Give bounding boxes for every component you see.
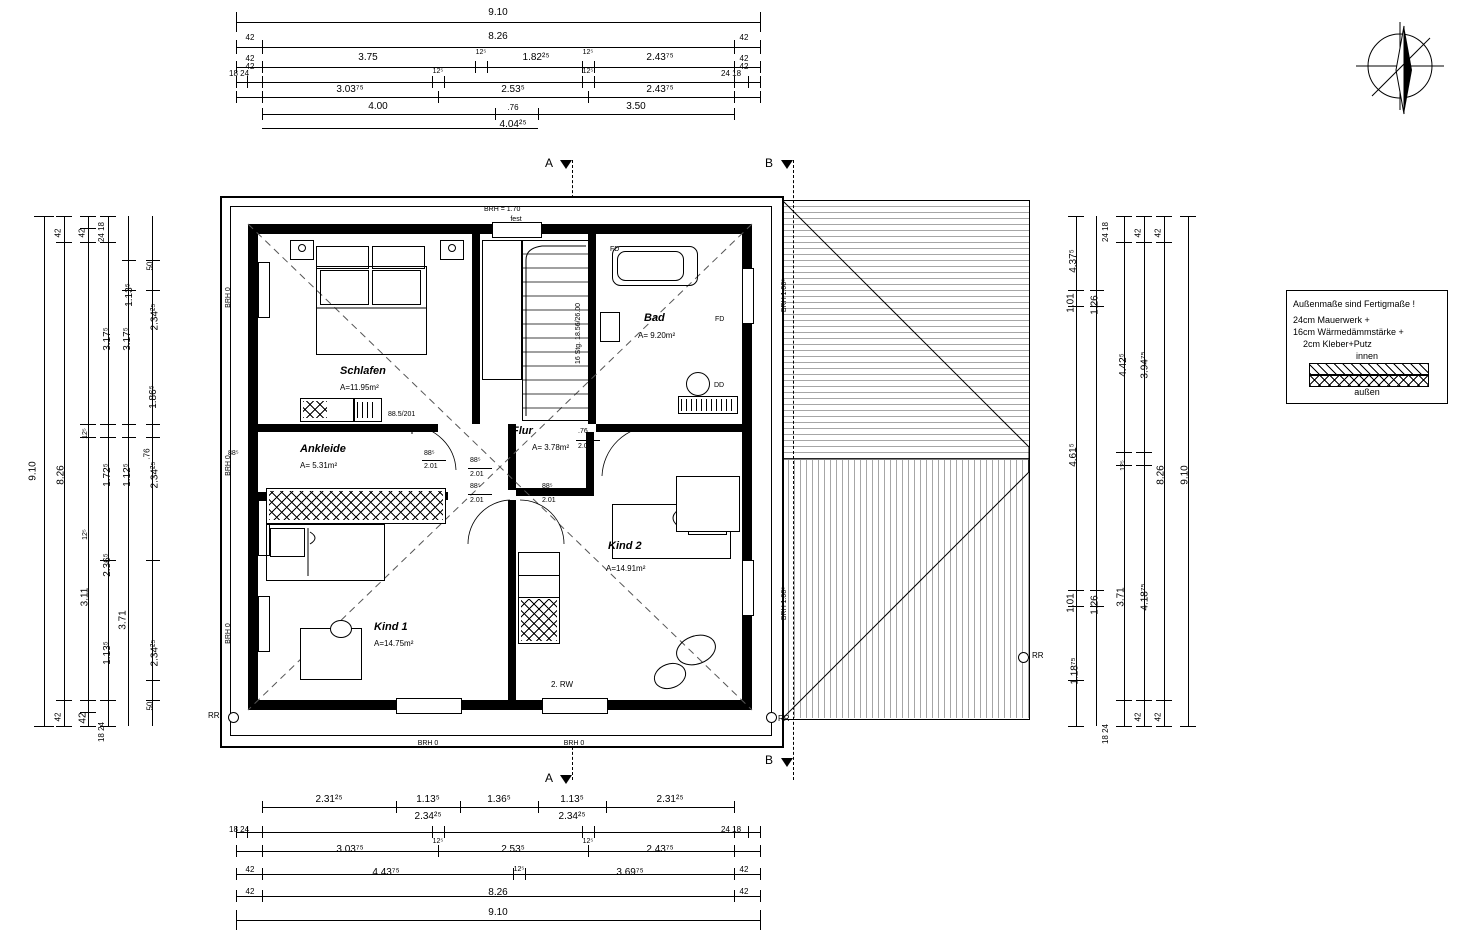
dim-label: 42 xyxy=(245,865,255,874)
dim-label: 8.26 xyxy=(55,465,67,485)
dim-label: 3.03⁷⁵ xyxy=(336,84,364,95)
dim-label: 4.42⁵ xyxy=(1117,353,1129,377)
wardrobe-kind2 xyxy=(518,552,560,644)
dim-label: 1.26 xyxy=(1089,295,1101,315)
door-dim-kind1-h: 2.01 xyxy=(470,497,484,504)
dim-label: 24 18 xyxy=(721,69,742,78)
dim-label: 42 xyxy=(53,712,63,722)
dim-label: 1.86⁵ xyxy=(147,385,159,409)
dim-label: 12⁵ xyxy=(475,49,487,56)
legend-line2: 24cm Mauerwerk + xyxy=(1293,315,1370,325)
room-label-flur: Flur xyxy=(512,425,533,437)
dim-label: 4.43⁷⁵ xyxy=(372,867,400,878)
sink xyxy=(686,372,710,396)
dim-label: 4.00 xyxy=(368,101,388,112)
dim-label: 42 xyxy=(739,54,749,63)
desk-kind1 xyxy=(300,628,362,680)
dim-label: 12⁵ xyxy=(432,838,444,845)
dim-label: 9.10 xyxy=(1179,465,1191,485)
dim-label: 2.34²⁵ xyxy=(149,639,161,667)
dim-label: 42 xyxy=(245,887,255,896)
dim-label: 42 xyxy=(739,865,749,874)
legend-inner-label: innen xyxy=(1355,351,1379,361)
table-kind2 xyxy=(650,630,730,696)
dim-label: 1.13⁵ xyxy=(416,794,440,805)
dim-label: 1.18⁷⁵ xyxy=(1069,657,1081,685)
dim-label: 3.94⁷⁵ xyxy=(1139,351,1151,379)
rr-right-label: RR xyxy=(778,714,790,723)
room-label-bad: Bad xyxy=(644,312,665,324)
dim-label: 2.43⁷⁵ xyxy=(646,84,674,95)
dim-label: 12⁵ xyxy=(582,68,594,75)
dim-label: 2.53⁵ xyxy=(501,84,525,95)
dim-label: 4.18⁷⁵ xyxy=(1139,583,1151,611)
dim-label: 3.03⁷⁵ xyxy=(336,844,364,855)
dim-label: 1.72⁵ xyxy=(101,463,113,487)
door-swing-kind1 xyxy=(466,498,512,548)
brh-bottom-left-label: BRH 0 xyxy=(417,740,439,747)
door-dim-flur-h: 2.01 xyxy=(578,443,592,450)
room-label-ankleide: Ankleide xyxy=(300,443,346,455)
door-dim-kind1-w: 88⁵ xyxy=(470,483,481,490)
toilet xyxy=(600,312,620,342)
dim-label: 1.01 xyxy=(1065,593,1077,613)
brh-top-label: BRH = 1.70 xyxy=(484,206,521,213)
stairs-label: 16 Stg. 18.56/26.00 xyxy=(575,302,583,365)
lamp-left xyxy=(298,244,306,252)
room-label-schlafen: Schlafen xyxy=(340,365,386,377)
dim-label: 1.12⁵ xyxy=(121,463,133,487)
shelf-schlafen xyxy=(354,398,382,422)
section-label: B xyxy=(765,156,774,170)
dim-label: 50 xyxy=(145,701,155,711)
dim-label: .76 xyxy=(142,448,152,460)
dim-label: 9.10 xyxy=(27,461,39,481)
dim-label: 2.43⁷⁵ xyxy=(646,52,674,63)
dim-label: 2.31²⁵ xyxy=(656,794,684,805)
dim-label: 1.82²⁵ xyxy=(522,52,550,63)
door-dim-flur-w: .76 xyxy=(578,428,588,435)
rw-label: 2. RW xyxy=(551,680,574,689)
dim-label: 3.71 xyxy=(1115,587,1127,607)
dim-label: 42 xyxy=(739,62,749,71)
dim-label: 3.69⁷⁵ xyxy=(616,867,644,878)
brh-bottom-right-label: BRH 0 xyxy=(563,740,585,747)
dim-label: 42 xyxy=(739,33,749,42)
room-area-bad: A= 9.20m² xyxy=(638,331,676,340)
dim-label: 3.17⁵ xyxy=(121,327,133,351)
dim-label: 42 xyxy=(1153,712,1163,722)
furniture-bed-kind1 xyxy=(266,524,386,584)
dim-label: 42 xyxy=(1153,228,1163,238)
legend-line4: 2cm Kleber+Putz xyxy=(1303,339,1372,349)
rr-left-symbol xyxy=(228,712,239,723)
room-area-schlafen: A=11.95m² xyxy=(340,383,379,392)
dim-label: 42 xyxy=(77,712,89,724)
room-label-kind1: Kind 1 xyxy=(374,621,408,633)
door-dim-bad-w: 88⁵ xyxy=(470,457,481,464)
fd-label-2: FD xyxy=(715,316,725,323)
dim-label: 1.13⁵ xyxy=(101,641,113,665)
dim-label: 3.50 xyxy=(626,101,646,112)
brh-left-lower-label: BRH 0 xyxy=(224,623,232,644)
legend-swatch-insulation xyxy=(1309,375,1429,387)
room-label-kind2: Kind 2 xyxy=(608,540,642,552)
compass-rose xyxy=(1352,18,1452,118)
dim-label: 1.13⁵ xyxy=(560,794,584,805)
dim-label: 4.37⁵ xyxy=(1067,249,1079,273)
legend-box xyxy=(1286,290,1448,404)
door-dim-ankleide-w2: 88⁵ xyxy=(424,450,435,457)
section-label: A xyxy=(545,156,554,170)
dim-label: 12⁵ xyxy=(582,838,594,845)
dim-label: 2.43⁷⁵ xyxy=(646,844,674,855)
luftraum-opening xyxy=(482,240,522,380)
dim-label: 2.34²⁵ xyxy=(149,303,161,331)
dim-label: 24 18 xyxy=(1101,221,1111,243)
bathtub xyxy=(612,246,698,286)
dim-label: 42 xyxy=(1133,228,1143,238)
door-dim-ankleide-w: 88⁵ xyxy=(228,450,239,457)
dim-label: 42 xyxy=(77,228,87,238)
roof-plan xyxy=(782,200,1044,720)
dim-label: 2.31²⁵ xyxy=(315,794,343,805)
dim-label: 50 xyxy=(145,261,155,271)
legend-outer-label: außen xyxy=(1354,387,1380,397)
room-area-flur: A= 3.78m² xyxy=(532,443,570,452)
brh-left-upper-label: BRH 0 xyxy=(224,287,232,308)
door-dim-kind2-h: 2.01 xyxy=(542,497,556,504)
dim-label: 9.10 xyxy=(488,7,508,18)
roof-drain xyxy=(1018,652,1029,663)
legend-line1: Außenmaße sind Fertigmaße ! xyxy=(1293,299,1416,309)
brh-right-lower-label: BRH 1.08⁵ xyxy=(781,586,789,621)
legend-swatch-masonry xyxy=(1309,363,1429,375)
dim-label: 42 xyxy=(245,54,255,63)
legend-line3: 16cm Wärmedämmstärke + xyxy=(1293,327,1404,337)
room-area-kind2: A=14.91m² xyxy=(606,564,646,573)
dim-label: 1.26 xyxy=(1089,595,1101,615)
dim-label: 8.26 xyxy=(488,31,508,42)
dim-label: 42 xyxy=(245,33,255,42)
shower xyxy=(676,476,740,532)
dim-label: 2.34²⁵ xyxy=(149,461,161,489)
door-dim-ankleide-h: 2.01 xyxy=(424,463,438,470)
dim-label: 9.10 xyxy=(488,907,508,918)
dim-label: .76 xyxy=(507,103,519,112)
rr-left-label: RR xyxy=(208,711,220,720)
dim-label: 3.11 xyxy=(79,587,91,607)
dim-label: 3.71 xyxy=(117,610,129,630)
room-area-ankleide: A= 5.31m² xyxy=(300,461,338,470)
dim-label: 4.04²⁵ xyxy=(499,119,527,130)
dim-label: 18 24 xyxy=(97,721,107,743)
rr-right-symbol xyxy=(766,712,777,723)
door-swing-kind2 xyxy=(518,498,566,548)
door-dim-bad-h: 2.01 xyxy=(470,471,484,478)
rr-label: RR xyxy=(1032,651,1044,660)
dim-label: 2.36⁵ xyxy=(101,553,113,577)
door-dim-kind2-w: 88⁵ xyxy=(542,483,553,490)
brh-left-mid-label: BRH 0 xyxy=(224,455,232,476)
dim-label: 18 24 xyxy=(229,825,250,834)
dim-label: 4.61⁵ xyxy=(1067,443,1079,467)
dim-label: 42 xyxy=(245,62,255,71)
dim-label: 1.13⁵ xyxy=(123,283,135,307)
dim-label: 18 24 xyxy=(1101,723,1111,745)
dim-label: 2.53⁵ xyxy=(501,844,525,855)
dim-label: 24 18 xyxy=(721,825,742,834)
wardrobe-ankleide xyxy=(266,488,446,524)
section-label: A xyxy=(545,771,554,785)
fest-label: fest xyxy=(510,216,522,223)
room-area-kind1: A=14.75m² xyxy=(374,639,414,648)
dim-label: 1.01 xyxy=(1065,293,1077,313)
dim-label: 3.75 xyxy=(358,52,378,63)
dim-label: 1.36⁵ xyxy=(487,794,511,805)
lamp-right xyxy=(448,244,456,252)
dim-label: 8.26 xyxy=(488,887,508,898)
dresser-schlafen xyxy=(300,398,354,422)
vanity xyxy=(678,396,738,414)
dim-label: 12⁵ xyxy=(1119,460,1127,471)
furniture-bed-schlafen xyxy=(316,246,436,356)
dim-label: 18 24 xyxy=(229,69,250,78)
chair-kind1 xyxy=(330,620,352,638)
dim-label: 3.17⁵ xyxy=(101,327,113,351)
brh-right-upper-label: BRH 1.08⁵ xyxy=(781,278,789,313)
dim-label: 42 xyxy=(1133,712,1143,722)
dim-label: 42 xyxy=(739,887,749,896)
dim-label: 12⁵ xyxy=(432,68,444,75)
section-label: B xyxy=(765,753,774,767)
dim-label: 8.26 xyxy=(1155,465,1167,485)
dim-label: 12⁵ xyxy=(81,428,89,439)
dim-label: 42 xyxy=(53,228,63,238)
door-dim-schlafen: 88.5/201 xyxy=(388,411,416,418)
dim-label: 2.34²⁵ xyxy=(414,811,442,822)
dim-label: 12⁵ xyxy=(513,866,525,873)
dim-label: 12⁵ xyxy=(81,529,89,540)
dd-label: DD xyxy=(714,382,725,389)
fd-label-1: FD xyxy=(610,246,620,253)
door-swing-bad xyxy=(600,424,656,478)
dim-label: 24 18 xyxy=(97,221,107,243)
dim-label: 2.34²⁵ xyxy=(558,811,586,822)
dim-label: 12⁵ xyxy=(582,49,594,56)
